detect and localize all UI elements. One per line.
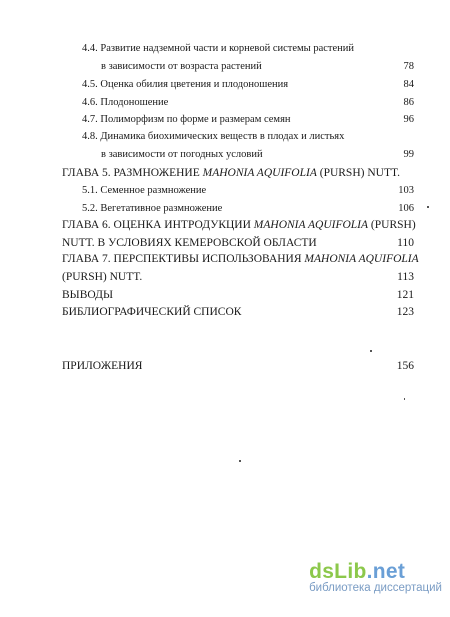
watermark-logo-part2: .net [366,560,406,583]
toc-entry-4-6: 4.6. Плодоношение [82,97,169,108]
toc-entry-5-1: 5.1. Семенное размножение [82,185,207,196]
scan-speck [404,398,405,400]
toc-page-conclusions: 121 [396,289,414,301]
chapter-5-author: (PURSH) NUTT. [316,167,401,179]
scan-speck [427,206,429,208]
toc-page-4-8: 99 [403,149,414,160]
toc-page-4-7: 96 [403,114,414,125]
toc-chapter-6-cont: NUTT. В УСЛОВИЯХ КЕМЕРОВСКОЙ ОБЛАСТИ [62,237,317,249]
toc-entry-5-2: 5.2. Вегетативное размножение [82,203,223,214]
toc-page-5-2: 106 [398,203,414,214]
toc-entry-4-4: 4.4. Развитие надземной части и корневой системы растений [82,43,355,54]
watermark-tagline: библиотека диссертаций [309,582,442,594]
toc-entry-4-8-cont: в зависимости от погодных условий [101,149,263,160]
toc-page-5-1: 103 [398,185,414,196]
toc-chapter-7-cont: (PURSH) NUTT. [62,271,143,283]
toc-page-bibliography: 123 [396,306,414,318]
chapter-7-text: ГЛАВА 7. ПЕРСПЕКТИВЫ ИСПОЛЬЗОВАНИЯ [62,253,305,265]
chapter-5-species: MAHONIA AQUIFOLIA [202,167,317,179]
toc-page-4-4: 78 [403,61,414,72]
scan-speck [370,350,372,352]
chapter-5-text: ГЛАВА 5. РАЗМНОЖЕНИЕ [62,167,203,179]
chapter-7-species: MAHONIA AQUIFOLIA [304,253,419,265]
toc-entry-4-5: 4.5. Оценка обилия цветения и плодоношения [82,79,289,90]
toc-chapter-5 [62,167,400,179]
toc-appendices: ПРИЛОЖЕНИЯ [62,360,143,372]
chapter-6-species: MAHONIA AQUIFOLIA [253,219,369,231]
toc-conclusions: ВЫВОДЫ [62,289,113,301]
toc-page-4-5: 84 [403,79,414,90]
watermark [309,560,442,594]
toc-chapter-7 [62,253,419,265]
toc-page-appendices: 156 [396,360,414,372]
toc-entry-4-8: 4.8. Динамика биохимических веществ в плодах и листьях [82,131,345,142]
toc-bibliography: БИБЛИОГРАФИЧЕСКИЙ СПИСОК [62,306,242,318]
watermark-logo-part1: dsLib [309,560,367,583]
toc-page-4-6: 86 [403,97,414,108]
chapter-6-author: (PURSH) [368,219,416,231]
watermark-logo [309,560,442,584]
toc-entry-4-7: 4.7. Полиморфизм по форме и размерам семян [82,114,291,125]
toc-page-chapter-6: 110 [397,237,414,249]
toc-page-chapter-7: 113 [397,271,414,283]
toc-entry-4-4-cont: в зависимости от возраста растений [101,61,262,72]
chapter-6-text: ГЛАВА 6. ОЦЕНКА ИНТРОДУКЦИИ [62,219,254,231]
toc-chapter-6 [62,219,416,231]
scan-speck [239,460,241,462]
